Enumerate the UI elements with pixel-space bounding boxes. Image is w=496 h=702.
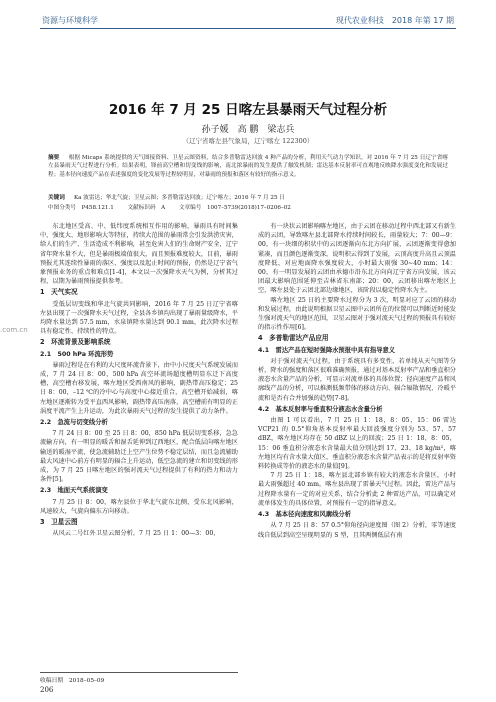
article-number: 文章编号 1007–5739(2018)17–0206–02: [178, 205, 291, 211]
keywords-text: Ka 波雷达；华北气旋；卫星云图；多普勒雷达回波；辽宁喀左；2016 年 7 月 25 日: [73, 195, 285, 201]
section-heading: 2 环流背景及影响系统: [40, 338, 111, 347]
paragraph: 从风云二号红外卫星云图分析，7 月 25 日 1：00—3：00，: [52, 530, 220, 538]
author-list: 孙子媛 高 鹏 梁志兵: [201, 125, 295, 135]
section-heading: 3 卫星云图: [40, 518, 78, 527]
received-date: 收稿日期 2018–05–09: [40, 672, 238, 684]
page-number: 206: [40, 686, 54, 694]
margin-watermark: .com.cn: [0, 326, 28, 334]
paragraph: 由图 1 可以看出，7 月 25 日 1：18，8：05，15：06 雷达 VCP21 的 0.5°仰角基本反射率最大回波强度分别为 53、57、57 dBZ，喀左地区均存在 50 dBZ 以上的回波；25 日 1：18，8：05，15：06 垂直积分液态水含量最大值分别达到 17、23、18 kg/m²，喀左地区均有含水量大值区，垂直积分液态水含量产品表示的是将反射率资料转换成等价的液态水的量值[9]。: [258, 417, 456, 471]
paragraph: 从 7 月 25 日 8：57 0.5°仰角径向速度图（图 2）分析，零等速度线自低层到高空呈现明显的 S 型，且其两侧低层有南: [258, 522, 456, 539]
body-column-left: [40, 222, 238, 539]
keywords-label: 关键词: [48, 195, 65, 201]
paragraph: 东北地区受高、中、低纬度系统相互作用的影响，暴雨具有时间集中、强度大、地形影响大等特征，持续大范围的暴雨常会引发洪涝灾害，给人们的生产、生活造成不利影响，甚至危害人们的生命财产安全，辽宁省年降水量不大，但是暴雨极端值很大，而且预报难度较大，目前，暴雨预报尤其连续性暴雨的落区、强度以及起止时间的预报，仍然是辽宁省气象预报业务的重点和难点[1-4]，本文以一次强降水天气为例，分析其过程，以期为暴雨预报提供参考。: [40, 223, 238, 286]
abstract-text: 根据 Micaps 系统提供的天气图接资料、卫星云图资料，结合多普勒雷达回波 4 种产品的分析，利用天气动力学知识，对 2016 年 7 月 25 日辽宁省喀左县暴雨天气过程进行分析。结果表明，锋前高空槽和切变线的影响，南北浓暴雨的发生提供了触发机制；雷达基本反射率可直观地反映降水强度变化和发展过程；基本径向速度产品在表述强度的变化发展等过程较明显，对暴雨的预报和落区有较好的指示意义。: [48, 155, 448, 178]
section-heading: 2.3 地面天气系统演变: [40, 487, 108, 495]
keywords: [48, 194, 448, 202]
paragraph: 7 月 25 日 1：18，喀左县北部乡镇有较大的液态水含量区，小时最大雨强超过 40 mm，喀左县出现了雷暴天气过程。因此，雷达产品与过程降水量有一定的对应关系，结合分析此 2 种雷达产品，可以确定对流单体发生的具体位置，对预报有一定的指导意义。: [258, 472, 456, 507]
running-head: [40, 14, 456, 29]
document-code: 文献标识码 A: [127, 205, 166, 211]
paragraph: 暴雨过程是在有利的大尺度环流背景下，由中小尺度天气系统发展而成，7 月 24 日 8：00，500 hPa 高空环流场超度槽明显东迁下高度槽，高空槽右移发展，喀左地区受西南风的影响，副热带高压稳定；25 日 8：00，–12 ℃的冷中心与高度中心接近重合，高空槽开始减弱，喀左地区逐渐转为受平直西风影响，副热带高压南落，高空槽前有明显的正涡度平流产生上升运动，为此次暴雨天气过程的发生提供了动力条件。: [40, 361, 239, 415]
paragraph: 有一块状云团影响喀左地区，由于云团在移动过程中西北部又有新生成的云团，导致喀左县北部降水持续时间较长，雨量较大；7：00—9：00，有一块细的积状中的云团逐渐向东北方向扩展，云团逐渐变得愈加紧凑，而且颜色逐渐变深，说明积云得到了发展，云顶高度升高且云顶温度降低，对应地面降水强度较大，小时最大雨强 30~40 mm；14：00，有一明显发展的云团由承德市沿东北方向向辽宁省方向发展，该云团最大影响范围延伸至吉林省东南部；20：00，云团移出喀左地区上空，喀左县处于云团北部边缘地区，该阶段以稳定性降水为主。: [258, 223, 457, 295]
classification-line: [48, 204, 448, 212]
author-affiliation: （辽宁省喀左县气象局，辽宁喀左 122300）: [182, 137, 314, 145]
paragraph: 喀左地区 25 日的主要降水过程分为 3 次，明显对应了云团的移动和发展过程，由此说明根据卫星云图中云团所在的位置可以判断近时能发生强对流天气的地区范围，卫星云图对于强对流天气过程的预报具有较好的指示性作用[6]。: [258, 296, 456, 332]
body-column-right: [258, 222, 456, 540]
section-heading: 2.2 急流与切变线分析: [40, 419, 108, 427]
section-heading: 4 多普勒雷达产品应用: [258, 334, 329, 343]
paragraph: 7 月 24 日 8：00 至 25 日 8：00，850 hPa 低层切变系移，急急流输方向，有一明显的暖舌和湿舌延伸到辽西地区，配合低层向喀左地区输送的暖湿平流，使急流辅助迁上空产生位势不稳定层结，而且急流辅助最大风速中心前方有明显的辐合上升运动，低空急流的建立和切变线的形成，为 7 月 25 日喀左地区的强对流天气过程提供了有利的热力和动力条件[5]。: [40, 430, 238, 484]
section-heading: 4.3 基本径向速度和风廓线分析: [258, 511, 352, 519]
section-heading: 4.2 基本反射率与垂直积分液态水含量分析: [258, 405, 383, 413]
abstract: [48, 154, 448, 179]
section-heading: 4.1 雷达产品在短时强降水预报中具有指导意义: [258, 346, 396, 354]
paragraph: 对于强对流天气过程，由于系统具有多变性，若单纯从天气图等分析，降水的强度和落区很难准确预报，通过对基本反射率产品和垂直积分液态水含量产品的分析，可显示对流单体的具体位置；径向速度产品和风廓线产品的分析，可以推测低频带体的移动方向、辐合辐散情况、冷暖平流和是否有合并加强的趋势[7-8]。: [258, 357, 456, 402]
abstract-label: 摘要: [48, 155, 60, 161]
running-head-right: 现代农业科技 2018 年第 17 期: [335, 16, 454, 25]
clc-number: 中图分类号 P458.121.1: [48, 205, 114, 211]
section-heading: 1 天气实况: [40, 288, 78, 297]
article-title: 2016 年 7 月 25 日喀左县暴雨天气过程分析: [108, 102, 388, 118]
paragraph: 受低层切变线和华北气旋共同影响，2016 年 7 月 25 日辽宁省喀左县出现了一次强降水天气过程，全县各乡镇均出现了暴雨量级降水，平均降水量达到 57.5 mm，水泉镇降水量达到 90.1 mm，此次降水过程具有稳定性、持续性的特点。: [40, 300, 238, 336]
section-heading: 2.1 500 hPa 环流形势: [40, 350, 114, 358]
paragraph: 7 月 25 日 8：00，喀左县位于华北气旋东北侧，受东北风影响，风速较大，气旋向偏东方向移动。: [40, 498, 238, 515]
running-head-left: 资源与环境科学: [42, 16, 98, 25]
